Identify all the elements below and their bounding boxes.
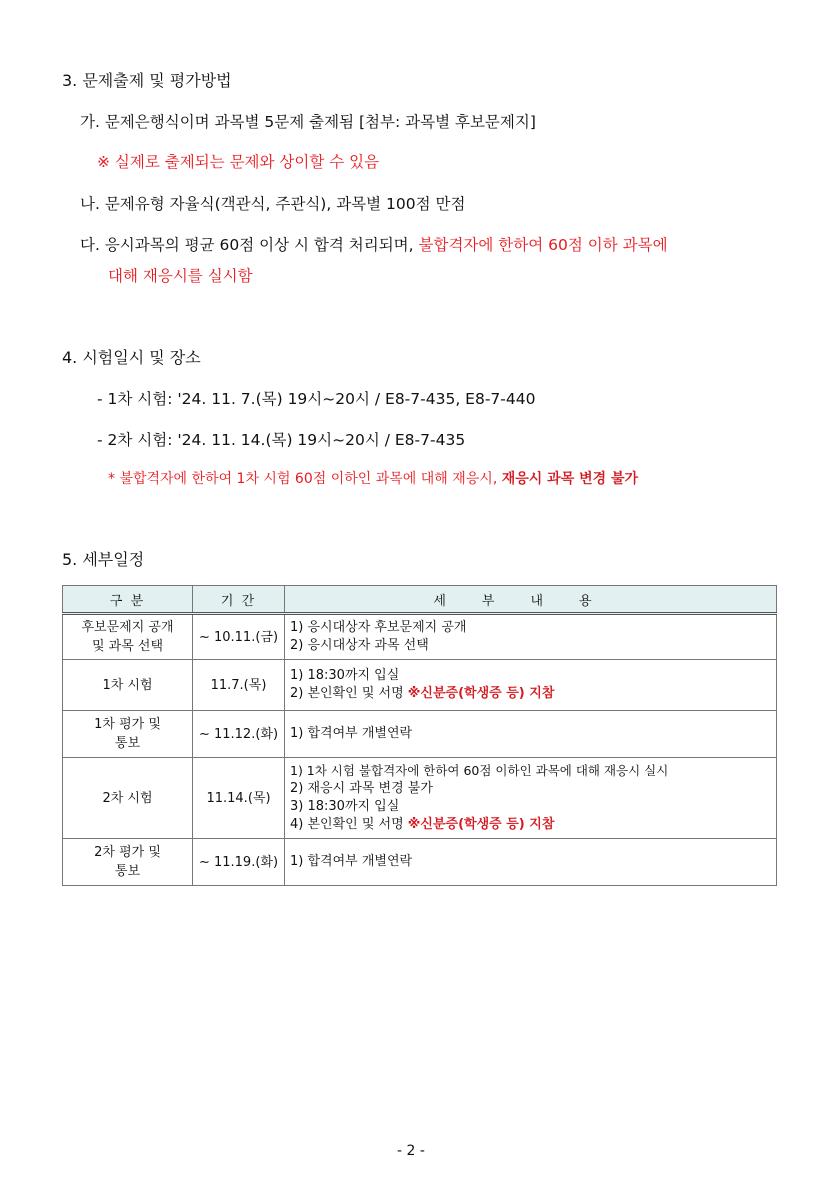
detail-line	[290, 685, 776, 703]
header-period: 기 간	[193, 586, 285, 614]
row-details	[285, 758, 777, 839]
row-category	[63, 614, 193, 660]
table-header-row	[63, 586, 777, 614]
table-row	[63, 614, 777, 660]
detail-line	[290, 816, 776, 834]
section3-title: 3. 문제출제 및 평가방법	[62, 71, 232, 90]
section3-item-ga: 가. 문제은행식이며 과목별 5문제 출제됨 [첨부: 과목별 후보문제지]	[80, 113, 536, 131]
row-details	[285, 660, 777, 711]
row-category	[63, 839, 193, 886]
section4-note-bold: 재응시 과목 변경 불가	[501, 471, 639, 487]
row-category: 2차 시험	[63, 758, 193, 839]
row-period: 11.14.(목)	[193, 758, 285, 839]
row-category: 1차 시험	[63, 660, 193, 711]
table-row	[63, 660, 777, 711]
schedule-table	[62, 585, 777, 886]
detail-line: 1) 1차 시험 불합격자에 한하여 60점 이하인 과목에 대해 재응시 실시	[290, 763, 669, 778]
section3-da-text: 다. 응시과목의 평균 60점 이상 시 합격 처리되며,	[80, 236, 419, 254]
row-details	[285, 614, 777, 660]
row-category-text: 2차 평가 및 통보	[94, 845, 161, 879]
section3-item-da	[80, 233, 668, 255]
table-row	[63, 758, 777, 839]
table-row	[63, 711, 777, 758]
detail-line: 2) 응시대상자 과목 선택	[290, 638, 429, 653]
detail-line: 1) 응시대상자 후보문제지 공개	[290, 620, 467, 635]
section5-title: 5. 세부일정	[62, 550, 145, 569]
exam-second-schedule: - 2차 시험: '24. 11. 14.(목) 19시~20시 / E8-7-435	[97, 431, 466, 449]
row-details	[285, 711, 777, 758]
section3-da-continued: 대해 재응시를 실시함	[108, 267, 253, 285]
section4-title: 4. 시험일시 및 장소	[62, 348, 201, 367]
row-category-text: 후보문제지 공개 및 과목 선택	[81, 620, 174, 654]
section3-ga-note: ※ 실제로 출제되는 문제와 상이할 수 있음	[97, 153, 380, 171]
row-period: ~ 11.19.(화)	[193, 839, 285, 886]
detail-line: 2) 재응시 과목 변경 불가	[290, 781, 433, 796]
detail-line: 3) 18:30까지 입실	[290, 799, 400, 814]
header-details-label: 세부내용	[433, 593, 628, 609]
section4-note-text: * 불합격자에 한하여 1차 시험 60점 이하인 과목에 대해 재응시,	[108, 471, 502, 487]
detail-id-notice: ※신분증(학생증 등) 지참	[407, 817, 555, 832]
row-period: 11.7.(목)	[193, 660, 285, 711]
detail-line: 1) 18:30까지 입실	[290, 668, 400, 683]
section4-note	[108, 468, 638, 488]
detail-id-notice: ※신분증(학생증 등) 지참	[407, 686, 555, 701]
header-category: 구 분	[63, 586, 193, 614]
header-details	[285, 586, 777, 614]
exam-first-schedule: - 1차 시험: '24. 11. 7.(목) 19시~20시 / E8-7-435, E8-7-440	[97, 390, 536, 408]
row-details	[285, 839, 777, 886]
table-row	[63, 839, 777, 886]
row-category	[63, 711, 193, 758]
row-period: ~ 11.12.(화)	[193, 711, 285, 758]
row-category-text: 1차 평가 및 통보	[94, 717, 161, 751]
section3-da-red-text: 불합격자에 한하여 60점 이하 과목에	[418, 236, 668, 254]
row-period: ~ 10.11.(금)	[193, 614, 285, 660]
detail-line-text: 2) 본인확인 및 서명	[290, 686, 408, 701]
page-number: - 2 -	[397, 1143, 425, 1159]
detail-line-text: 4) 본인확인 및 서명	[290, 817, 408, 832]
detail-line: 1) 합격여부 개별연락	[290, 726, 413, 741]
detail-line: 1) 합격여부 개별연락	[290, 854, 413, 869]
section3-item-na: 나. 문제유형 자율식(객관식, 주관식), 과목별 100점 만점	[80, 195, 466, 213]
